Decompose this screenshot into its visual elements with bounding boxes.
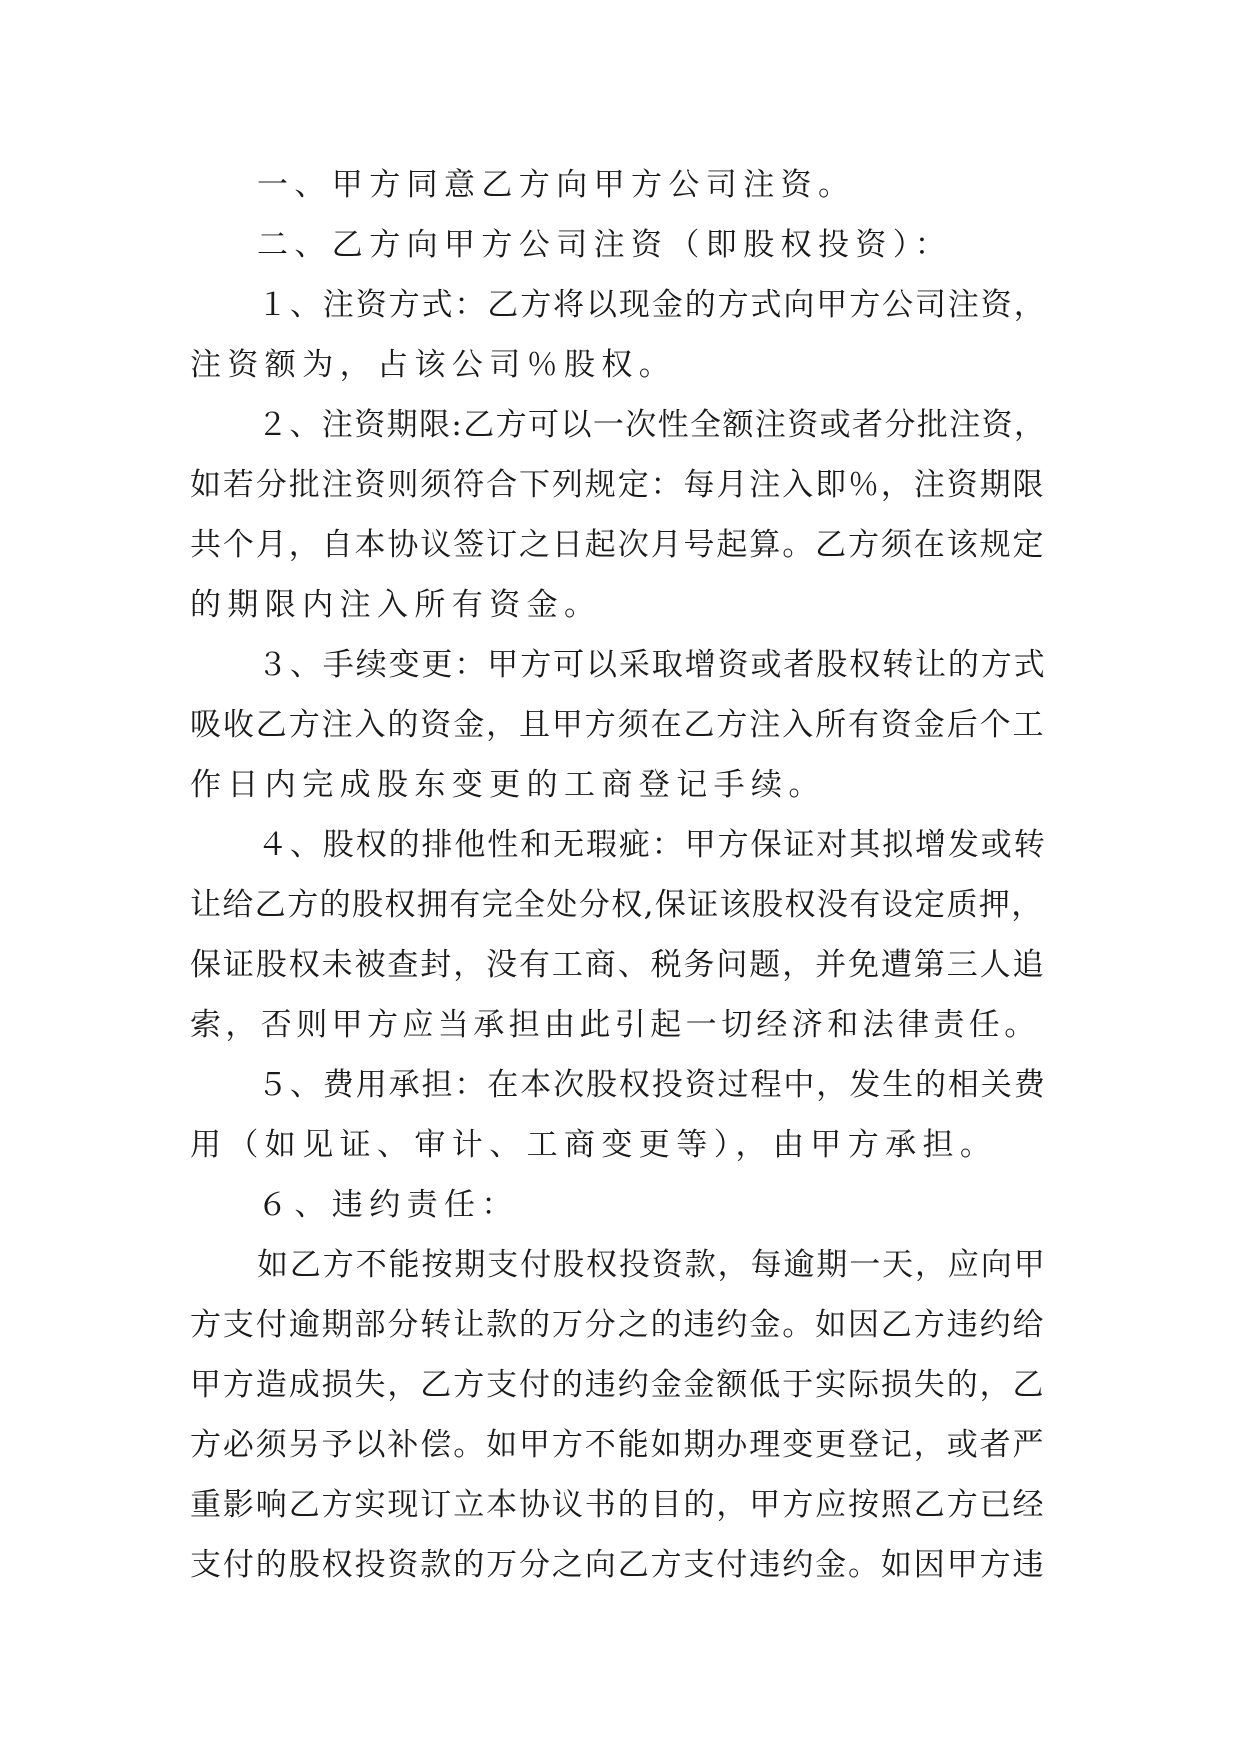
paragraph-line: 共个月，自本协议签订之日起次月号起算。乙方须在该规定 (190, 527, 1046, 563)
paragraph-line: 的期限内注入所有资金。 (190, 587, 602, 623)
paragraph-line: 让给乙方的股权拥有完全处分权,保证该股权没有设定质押， (190, 887, 1044, 923)
paragraph-line: 支付的股权投资款的万分之向乙方支付违约金。如因甲方违 (190, 1547, 1046, 1583)
paragraph-line: 如若分批注资则须符合下列规定：每月注入即％，注资期限 (190, 467, 1046, 503)
paragraph-line: 二、乙方向甲方公司注资（即股权投资）： (257, 227, 953, 263)
paragraph-line: 方必须另予以补偿。如甲方不能如期办理变更登记，或者严 (190, 1427, 1046, 1463)
paragraph-line: 一、甲方同意乙方向甲方公司注资。 (257, 167, 856, 203)
paragraph-line: ５、费用承担：在本次股权投资过程中，发生的相关费 (257, 1067, 1047, 1103)
paragraph-line: ２、注资期限:乙方可以一次性全额注资或者分批注资， (257, 407, 1047, 443)
paragraph-line: 保证股权未被查封，没有工商、税务问题，并免遭第三人追 (190, 947, 1046, 983)
paragraph-line: 用（如见证、审计、工商变更等），由甲方承担。 (190, 1127, 998, 1163)
paragraph-line: 甲方造成损失，乙方支付的违约金金额低于实际损失的，乙 (190, 1367, 1046, 1403)
paragraph-line: ３、手续变更：甲方可以采取增资或者股权转让的方式 (257, 647, 1047, 683)
paragraph-line: 作日内完成股东变更的工商登记手续。 (190, 767, 826, 803)
paragraph-line: １、注资方式：乙方将以现金的方式向甲方公司注资， (257, 287, 1047, 323)
paragraph-line: ６、违约责任： (257, 1187, 519, 1223)
paragraph-line: 索，否则甲方应当承担由此引起一切经济和法律责任。 (190, 1007, 1040, 1043)
paragraph-line: 方支付逾期部分转让款的万分之的违约金。如因乙方违约给 (190, 1307, 1046, 1343)
paragraph-line: 重影响乙方实现订立本协议书的目的，甲方应按照乙方已经 (190, 1487, 1046, 1523)
paragraph-line: 吸收乙方注入的资金，且甲方须在乙方注入所有资金后个工 (190, 707, 1046, 743)
paragraph-line: 如乙方不能按期支付股权投资款，每逾期一天，应向甲 (257, 1247, 1047, 1283)
paragraph-line: 注资额为，占该公司％股权。 (190, 347, 677, 383)
paragraph-line: ４、股权的排他性和无瑕疵：甲方保证对其拟增发或转 (257, 827, 1047, 863)
